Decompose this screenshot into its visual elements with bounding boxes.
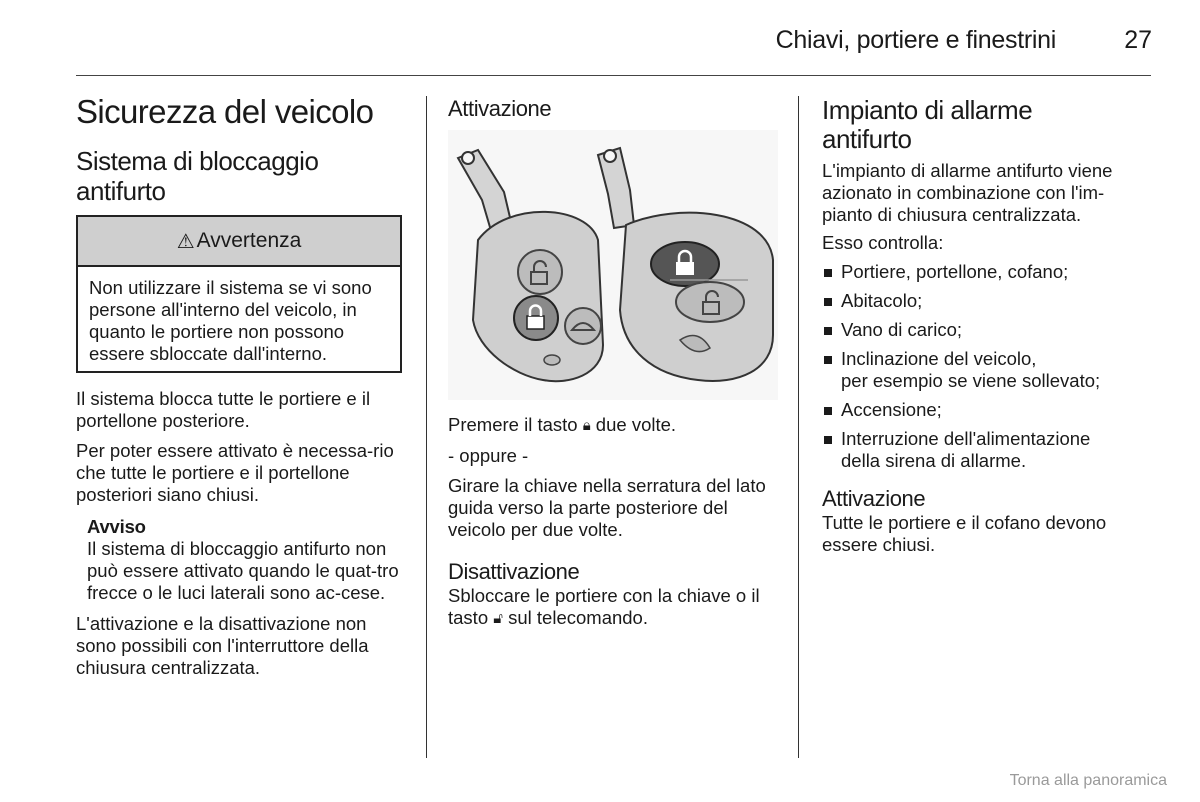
column-divider-right — [798, 96, 799, 758]
alarm-activation-heading: Attivazione — [822, 486, 926, 511]
page-number: 27 — [1124, 26, 1152, 54]
warning-header — [78, 217, 400, 267]
warning-triangle-icon: ⚠ — [176, 230, 195, 253]
header-rule — [76, 75, 1151, 76]
left-fob-light — [544, 355, 560, 365]
note-text: Il sistema di bloccaggio antifurto non può essere attivato quando le quat-tro frecce o le luci laterali sono ac-cese. — [87, 538, 399, 603]
list-item: Interruzione dell'alimentazione della sirena di allarme. — [822, 428, 1152, 472]
back-to-overview-link[interactable]: Torna alla panoramica — [1009, 772, 1167, 789]
warning-text: Non utilizzare il sistema se vi sono persone all'interno del veicolo, in quanto le portiere non possono essere sbloccate dall'interno. — [89, 277, 372, 364]
turn-key-text: Girare la chiave nella serratura del lato guida verso la parte posteriore del veicolo per due volte. — [448, 475, 766, 540]
section-title: Sicurezza del veicolo — [76, 93, 374, 130]
list-item: Abitacolo; — [822, 290, 1152, 312]
unlock-text-before: Sbloccare le portiere con la chiave o il tasto — [448, 585, 760, 628]
paragraph: Il sistema blocca tutte le portiere e il portellone posteriore. — [76, 388, 371, 431]
trunk-icon — [565, 308, 601, 344]
unlock-instruction — [448, 585, 783, 630]
oppure-text: - oppure - — [448, 445, 529, 466]
right-column — [822, 96, 1152, 556]
paragraph: L'attivazione e la disattivazione non sono possibili con l'interruttore della chiusura centralizzata. — [76, 613, 369, 678]
key-fob-illustration — [448, 130, 778, 400]
controls-label: Esso controlla: — [822, 232, 944, 253]
lock-icon: 🔒︎ — [582, 417, 591, 434]
alarm-activation-text: Tutte le portiere e il cofano devono essere chiusi. — [822, 512, 1107, 555]
subsection-title-line1: Sistema di bloccaggio — [76, 146, 319, 176]
unlock-icon: 🔓︎ — [493, 610, 503, 627]
left-column — [76, 94, 406, 206]
paragraph: Per poter essere attivato è necessa-rio che tutte le portiere e il portellone posteriori siano chiusi. — [76, 440, 394, 505]
list-item: Accensione; — [822, 399, 1152, 421]
list-item: Inclinazione del veicolo, per esempio se viene sollevato; — [822, 348, 1152, 392]
deactivation-heading: Disattivazione — [448, 559, 580, 584]
controls-list — [822, 261, 1152, 472]
alarm-title-line2: antifurto — [822, 124, 912, 154]
subsection-title — [76, 146, 406, 206]
subsection-title-line2: antifurto — [76, 176, 166, 206]
unlock-text-after: sul telecomando. — [502, 607, 648, 628]
left-column-body — [76, 388, 406, 679]
column-divider-left — [426, 96, 427, 758]
note-title: Avviso — [87, 516, 146, 537]
unlock-icon — [518, 250, 562, 294]
middle-column — [448, 96, 783, 122]
alarm-intro: L'impianto di allarme antifurto viene azionato in combinazione con l'im-pianto di chiusura centralizzata. — [822, 160, 1113, 225]
activation-heading: Attivazione — [448, 96, 552, 121]
list-item: Vano di carico; — [822, 319, 1152, 341]
middle-column-body — [448, 414, 783, 630]
note-block — [76, 516, 406, 604]
press-instruction — [448, 414, 783, 437]
unlock-button — [676, 282, 744, 322]
warning-box — [76, 215, 402, 373]
header-title: Chiavi, portiere e finestrini — [775, 26, 1056, 54]
lock-icon — [514, 296, 558, 340]
alarm-title — [822, 96, 1152, 154]
press-text-before: Premere il tasto — [448, 414, 583, 435]
alarm-title-line1: Impianto di allarme — [822, 95, 1033, 125]
warning-title: Avvertenza — [196, 229, 302, 252]
list-item: Portiere, portellone, cofano; — [822, 261, 1152, 283]
press-text-after: due volte. — [590, 414, 677, 435]
